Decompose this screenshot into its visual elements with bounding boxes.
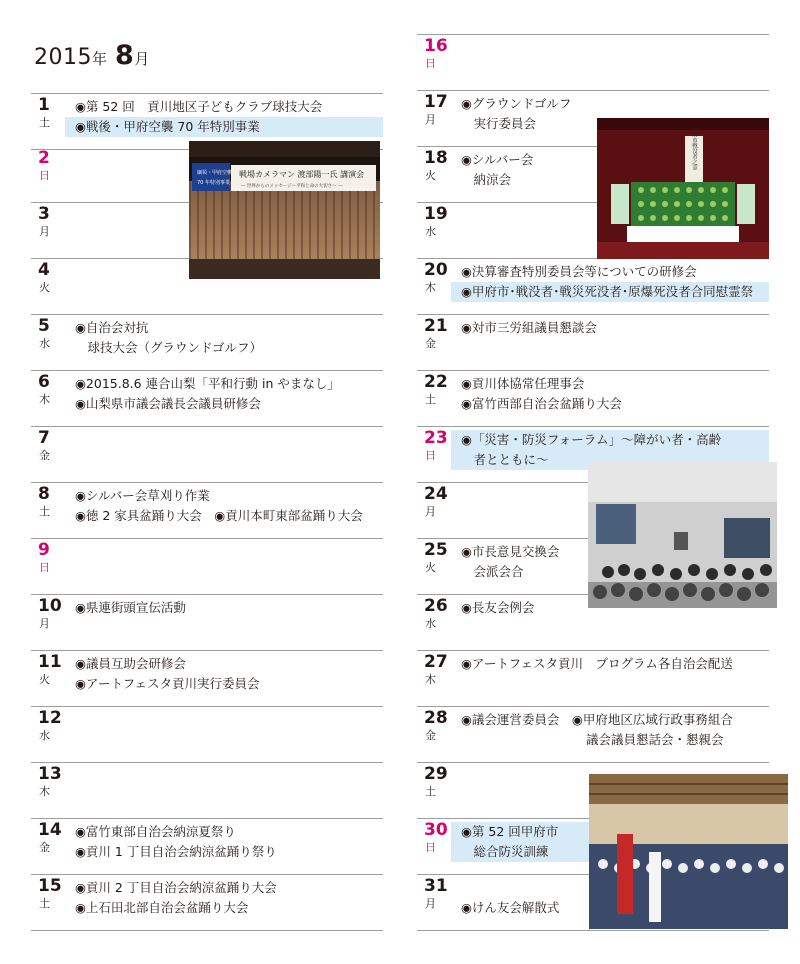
event-text: ◉アートフェスタ貢川 プログラム各自治会配送 (461, 656, 733, 671)
event-text: ◉富竹東部自治会納涼夏祭り (75, 824, 236, 839)
banner-main-text: 戦場カメラマン 渡部陽一氏 講演会 (239, 170, 365, 179)
event-text: ◉長友会例会 (461, 600, 535, 615)
day-row-28 (417, 706, 769, 763)
day-row-27 (417, 650, 769, 707)
day-row-8 (31, 482, 383, 539)
day-number: 30 (424, 820, 448, 840)
memorial-banner-text: 甲府市戦没者之霊 (691, 126, 697, 170)
day-of-week: 金 (39, 449, 50, 462)
event-text: ◉2015.8.6 連合山梨「平和行動 in やまなし」 (75, 376, 340, 391)
day-of-week: 日 (425, 57, 436, 70)
event-text: ◉アートフェスタ貢川実行委員会 (75, 676, 260, 691)
event-text: ◉自治会対抗 (75, 320, 149, 335)
day-of-week: 火 (425, 561, 436, 574)
day-of-week: 日 (39, 169, 50, 182)
day-of-week: 火 (39, 281, 50, 294)
day-number: 28 (424, 708, 448, 728)
page-title (34, 40, 150, 71)
day-of-week: 月 (425, 113, 436, 126)
day-number: 5 (38, 316, 50, 336)
day-row-5 (31, 314, 383, 371)
event-text: 会派会合 (461, 564, 524, 579)
day-number: 8 (38, 484, 50, 504)
title-month-suffix: 月 (134, 50, 150, 68)
day-number: 24 (424, 484, 448, 504)
day-of-week: 月 (39, 225, 50, 238)
day-of-week: 木 (425, 673, 436, 686)
day-of-week: 日 (425, 449, 436, 462)
day-row-16 (417, 34, 769, 91)
day-number: 9 (38, 540, 50, 560)
day-row-14 (31, 818, 383, 875)
event-text: ◉第 52 回 貢川地区子どもクラブ球技大会 (75, 99, 323, 114)
day-of-week: 金 (39, 841, 50, 854)
day-number: 12 (38, 708, 62, 728)
event-text: 実行委員会 (461, 116, 537, 131)
event-text: ◉シルバー会 (461, 152, 534, 167)
event-text: ◉シルバー会草刈り作業 (75, 488, 210, 503)
event-text: ◉グラウンドゴルフ (461, 96, 572, 111)
day-of-week: 土 (425, 393, 436, 406)
day-row-21 (417, 314, 769, 371)
event-text: ◉けん友会解散式 (461, 900, 560, 915)
event-text: ◉議員互助会研修会 (75, 656, 186, 671)
event-text: ◉山梨県市議会議長会議員研修会 (75, 396, 261, 411)
day-row-7 (31, 426, 383, 483)
event-text: ◉決算審査特別委員会等についての研修会 (461, 264, 697, 279)
day-row-20 (417, 258, 769, 315)
day-row-10 (31, 594, 383, 651)
day-number: 13 (38, 764, 62, 784)
day-of-week: 水 (425, 617, 436, 630)
event-text: ◉「災害・防災フォーラム」～障がい者・高齢 (461, 432, 722, 447)
day-number: 23 (424, 428, 448, 448)
day-of-week: 日 (39, 561, 50, 574)
day-of-week: 土 (425, 785, 436, 798)
day-number: 27 (424, 652, 448, 672)
title-year: 2015 (34, 45, 92, 70)
day-number: 15 (38, 876, 62, 896)
day-of-week: 火 (39, 673, 50, 686)
event-text: 総合防災訓練 (461, 844, 549, 859)
day-number: 26 (424, 596, 448, 616)
day-number: 11 (38, 652, 62, 672)
day-of-week: 木 (39, 785, 50, 798)
day-number: 4 (38, 260, 50, 280)
disaster-drill-image (589, 774, 788, 929)
day-of-week: 月 (425, 897, 436, 910)
day-row-6 (31, 370, 383, 427)
event-text: ◉徳 2 家具盆踊り大会 ◉貢川本町東部盆踊り大会 (75, 508, 363, 523)
day-number: 22 (424, 372, 448, 392)
day-row-22 (417, 370, 769, 427)
day-of-week: 土 (39, 116, 50, 129)
forum-hall-image (588, 462, 777, 608)
event-text: ◉戦後・甲府空襲 70 年特別事業 (75, 119, 260, 134)
banner-side-line1: 綱領・甲府空襲 (197, 170, 233, 176)
day-number: 29 (424, 764, 448, 784)
disaster-drill-photo (589, 774, 788, 929)
day-row-15 (31, 874, 383, 931)
day-of-week: 水 (39, 337, 50, 350)
title-year-suffix: 年 (92, 50, 108, 68)
event-text: 納涼会 (461, 172, 512, 187)
day-row-9 (31, 538, 383, 595)
day-number: 3 (38, 204, 50, 224)
day-number: 10 (38, 596, 62, 616)
day-row-12 (31, 706, 383, 763)
lecture-stage-image (189, 141, 380, 279)
day-of-week: 日 (425, 841, 436, 854)
day-of-week: 月 (425, 505, 436, 518)
title-month: 8 (115, 40, 135, 71)
day-number: 31 (424, 876, 448, 896)
day-number: 18 (424, 148, 448, 168)
event-text: ◉甲府市･戦没者･戦災死没者･原爆死没者合同慰霊祭 (461, 284, 754, 299)
event-text: ◉富竹西部自治会盆踊り大会 (461, 396, 622, 411)
day-row-13 (31, 762, 383, 819)
event-text: ◉上石田北部自治会盆踊り大会 (75, 900, 249, 915)
day-of-week: 金 (425, 729, 436, 742)
day-of-week: 月 (39, 617, 50, 630)
banner-sub-text: ― 世界からのメッセージ～平和と命の大切さ～ ― (241, 184, 343, 189)
event-text: ◉貢川 1 丁目自治会納涼盆踊り祭り (75, 844, 277, 859)
memorial-altar-photo (597, 118, 769, 259)
day-number: 1 (38, 95, 50, 115)
event-text: ◉対市三労組議員懇談会 (461, 320, 597, 335)
day-of-week: 木 (425, 281, 436, 294)
lecture-stage-photo (189, 141, 380, 279)
banner-side-line2: 70 年特別事業 (197, 180, 230, 186)
event-text: 球技大会（グラウンドゴルフ） (75, 340, 263, 355)
day-number: 6 (38, 372, 50, 392)
event-text: ◉県連街頭宣伝活動 (75, 600, 186, 615)
day-number: 19 (424, 204, 448, 224)
day-of-week: 水 (425, 225, 436, 238)
memorial-altar-image (597, 118, 769, 259)
day-of-week: 土 (39, 897, 50, 910)
event-text: 者とともに～ (461, 452, 549, 467)
day-of-week: 土 (39, 505, 50, 518)
event-text: ◉貢川 2 丁目自治会納涼盆踊り大会 (75, 880, 277, 895)
day-of-week: 火 (425, 169, 436, 182)
day-number: 2 (38, 148, 50, 168)
event-text: 議会議員懇話会・懇親会 (461, 732, 724, 747)
day-of-week: 金 (425, 337, 436, 350)
day-of-week: 木 (39, 393, 50, 406)
day-number: 16 (424, 36, 448, 56)
day-number: 25 (424, 540, 448, 560)
day-of-week: 水 (39, 729, 50, 742)
forum-hall-photo (588, 462, 777, 608)
event-text: ◉市長意見交換会 (461, 544, 560, 559)
event-text: ◉第 52 回甲府市 (461, 824, 559, 839)
day-row-11 (31, 650, 383, 707)
day-number: 14 (38, 820, 62, 840)
event-text: ◉議会運営委員会 ◉甲府地区広域行政事務組合 (461, 712, 733, 727)
day-number: 7 (38, 428, 50, 448)
day-number: 21 (424, 316, 448, 336)
event-text: ◉貢川体協常任理事会 (461, 376, 585, 391)
day-number: 17 (424, 92, 448, 112)
day-number: 20 (424, 260, 448, 280)
